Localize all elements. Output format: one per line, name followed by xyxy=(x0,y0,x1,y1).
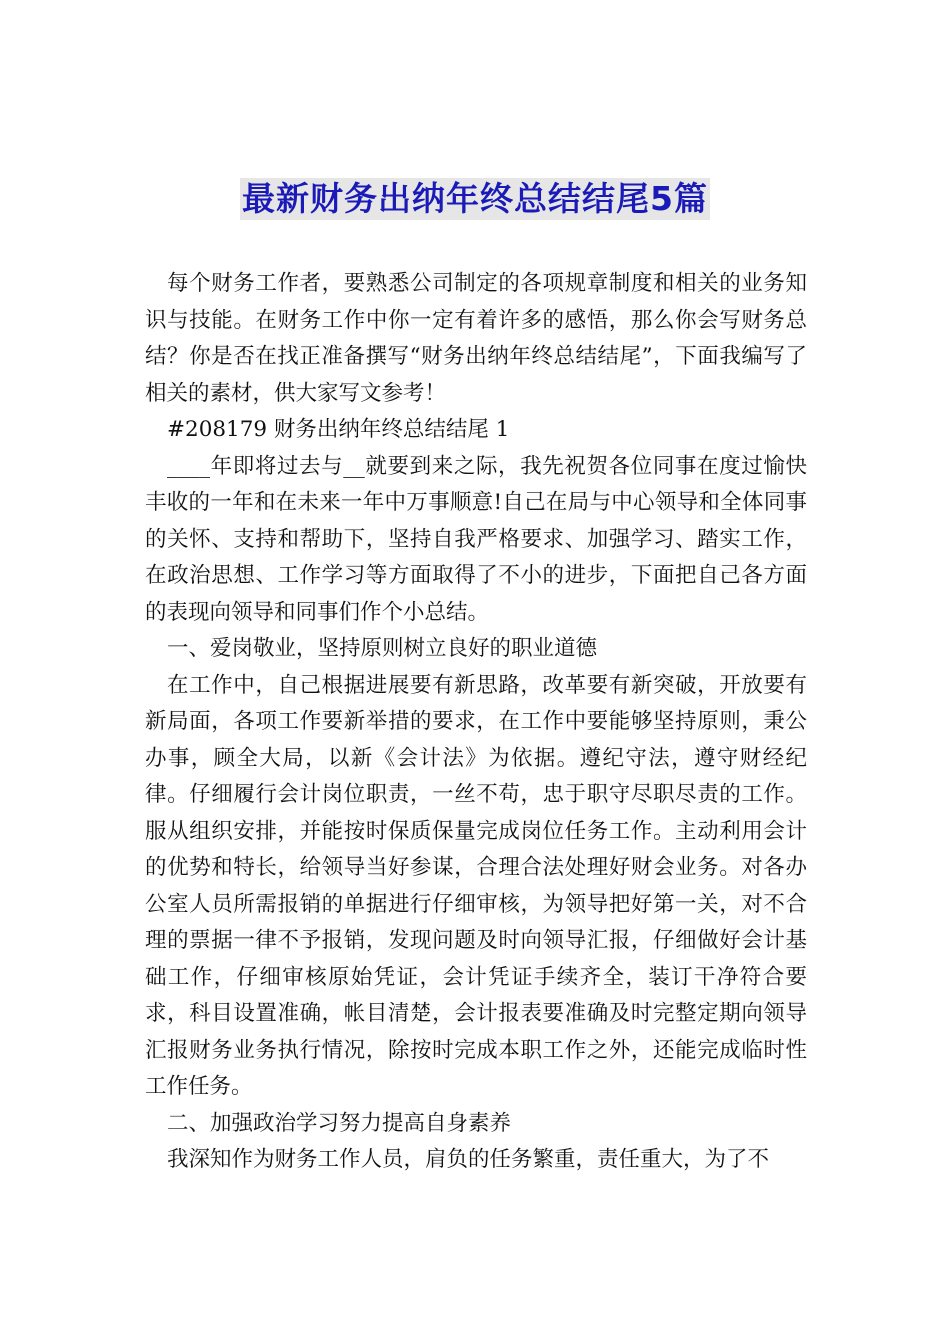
body-paragraph: 我深知作为财务工作人员，肩负的任务繁重，责任重大，为了不 xyxy=(167,1147,770,1172)
sub-heading-1: 一、爱岗敬业，坚持原则树立良好的职业道德 xyxy=(167,636,598,661)
document-body xyxy=(145,266,807,1179)
sub-heading-2: 二、加强政治学习努力提高自身素养 xyxy=(167,1110,512,1136)
title-container xyxy=(0,178,950,220)
section-heading-1: #208179 财务出纳年终总结结尾 1 xyxy=(167,417,510,442)
body-paragraph: ____年即将过去与__就要到来之际，我先祝贺各位同事在度过愉快丰收的一年和在未来一年中万事顺意!自己在局与中心领导和全体同事的关怀、支持和帮助下，坚持自我严格要求、加强学习、踏实工作，在政治思想、工作学习等方面取得了不小的进步，下面把自己各方面的表现向领导和同事们作个小总结。 xyxy=(145,453,807,625)
document-title: 最新财务出纳年终总结结尾5篇 xyxy=(242,179,708,218)
intro-paragraph: 每个财务工作者，要熟悉公司制定的各项规章制度和相关的业务知识与技能。在财务工作中你一定有着许多的感悟，那么你会写财务总结？你是否在找正准备撰写“财务出纳年终总结结尾”，下面我编写了相关的素材，供大家写文参考！ xyxy=(145,271,807,406)
body-paragraph: 在工作中，自己根据进展要有新思路，改革要有新突破，开放要有新局面，各项工作要新举措的要求，在工作中要能够坚持原则，秉公办事，顾全大局，以新《会计法》为依据。遵纪守法，遵守财经纪律。仔细履行会计岗位职责，一丝不苟，忠于职守尽职尽责的工作。服从组织安排，并能按时保质保量完成岗位任务工作。主动利用会计的优势和特长，给领导当好参谋，合理合法处理好财会业务。对各办公室人员所需报销的单据进行仔细审核，为领导把好第一关，对不合理的票据一律不予报销，发现问题及时向领导汇报，仔细做好会计基础工作，仔细审核原始凭证，会计凭证手续齐全，装订干净符合要求，科目设置准确，帐目清楚，会计报表要准确及时完整定期向领导汇报财务业务执行情况，除按时完成本职工作之外，还能完成临时性工作任务。 xyxy=(145,672,807,1099)
